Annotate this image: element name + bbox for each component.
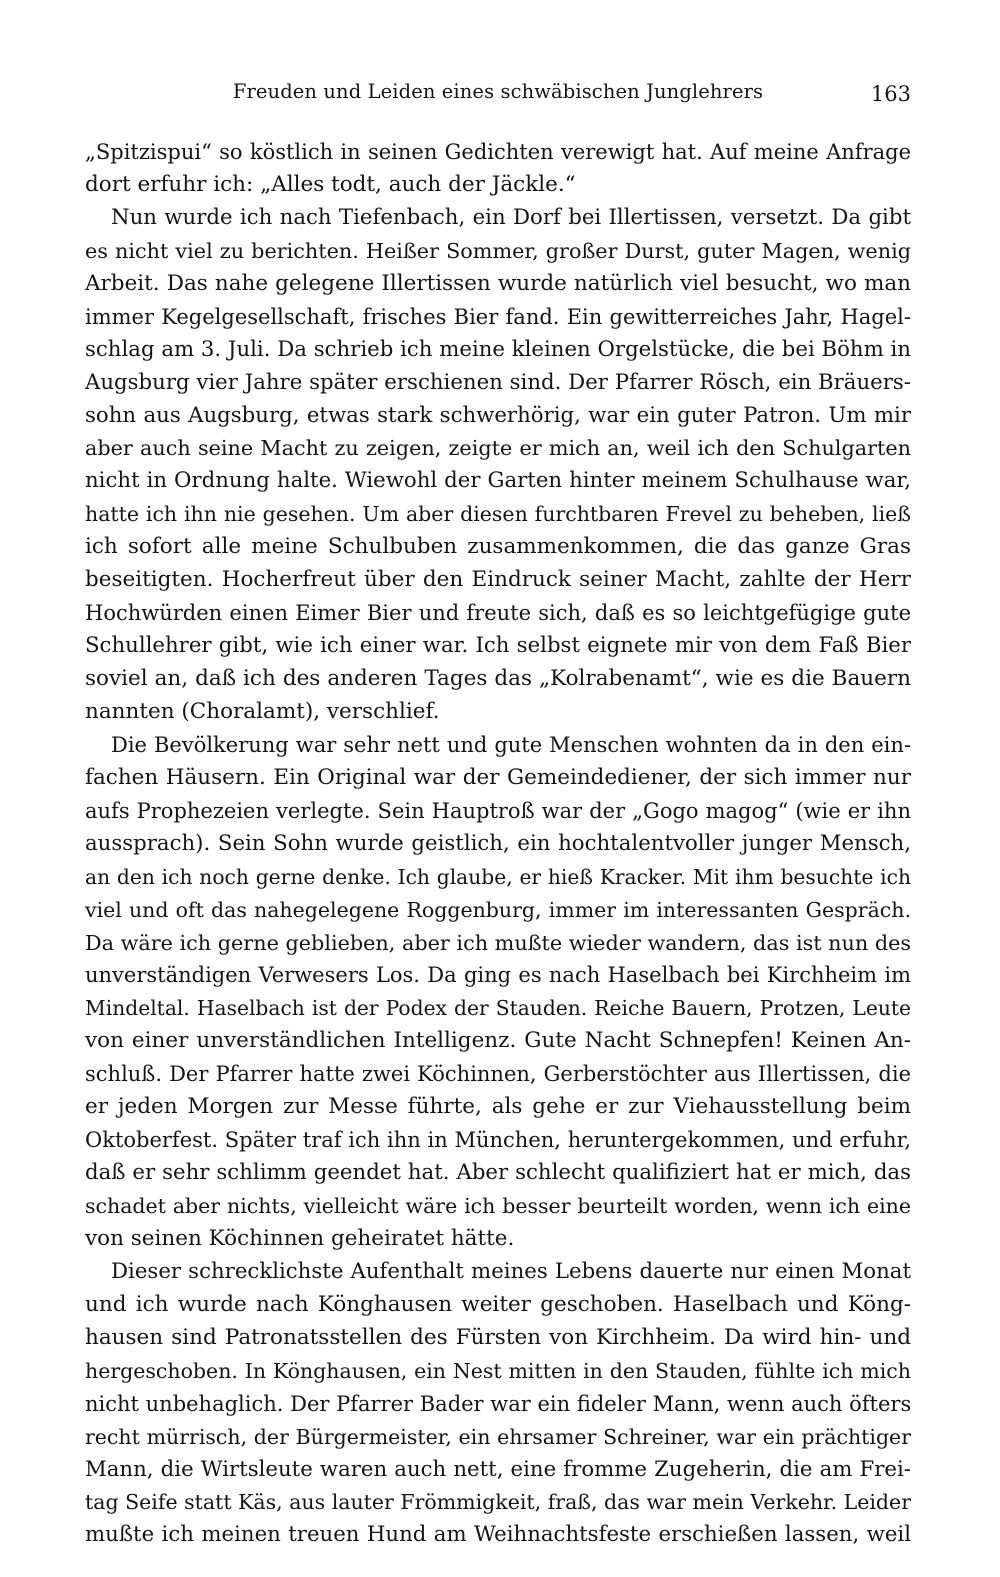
text-line: aufs Prophezeien verlegte. Sein Hauptroß war der „Gogo magog“ (wie er ihn (85, 798, 911, 823)
text-line: und ich wurde nach Könghausen weiter geschoben. Haselbach und Köng- (85, 1291, 911, 1317)
text-line: tag Seife statt Käs, aus lauter Frömmigkeit, fraß, das war mein Verkehr. Leider (85, 1490, 911, 1515)
text-line: ich sofort alle meine Schulbuben zusammenkommen, die das ganze Gras (85, 534, 911, 560)
text-line: nannten (Choralamt), verschlief. (85, 698, 440, 724)
text-line: Hochwürden einen Eimer Bier und freute sich, daß es so leichtgefügige gute (85, 601, 911, 626)
text-line: hergeschoben. In Könghausen, ein Nest mitten in den Stauden, fühlte ich mich (85, 1358, 911, 1383)
text-line: daß er sehr schlimm geendet hat. Aber schlecht qualifiziert hat er mich, das (85, 1160, 911, 1186)
text-line: nicht unbehaglich. Der Pfarrer Bader war ein fideler Mann, wenn auch öfters (85, 1391, 911, 1416)
page-text-source (0, 0, 1, 1)
text-line: Augsburg vier Jahre später erschienen sind. Der Pfarrer Rösch, ein Bräuers- (85, 369, 911, 395)
text-line: von seinen Köchinnen geheiratet hätte. (85, 1225, 515, 1251)
text-line: schlag am 3. Juli. Da schrieb ich meine kleinen Orgelstücke, die bei Böhm in (85, 336, 911, 362)
text-line: Oktoberfest. Später traf ich ihn in München, heruntergekommen, und erfuhr, (85, 1128, 911, 1153)
text-line: schluß. Der Pfarrer hatte zwei Köchinnen, Gerberstöchter aus Illertissen, die (85, 1062, 911, 1087)
text-line: dort erfuhr ich: „Alles todt, auch der Jäckle.“ (85, 171, 576, 197)
text-line: beseitigten. Hocherfreut über den Eindruck seiner Macht, zahlte der Herr (85, 567, 911, 593)
text-line: von einer unverständlichen Intelligenz. Gute Nacht Schnepfen! Keinen An- (85, 1028, 911, 1054)
page-number: 163 (870, 82, 911, 106)
text-line: viel und oft das nahegelegene Roggenburg, immer im interessanten Gespräch. (85, 897, 911, 922)
text-line: Nun wurde ich nach Tiefenbach, ein Dorf bei Illertissen, versetzt. Da gibt (111, 204, 911, 230)
text-line: Schullehrer gibt, wie ich einer war. Ich selbst eignete mir von dem Faß Bier (85, 633, 911, 659)
text-line: hausen sind Patronatsstellen des Fürsten von Kirchheim. Da wird hin- und (85, 1324, 911, 1350)
text-line: aber auch seine Macht zu zeigen, zeigte er mich an, weil ich den Schulgarten (85, 436, 911, 461)
text-line: schadet aber nichts, vielleicht wäre ich besser beurteilt worden, wenn ich eine (85, 1194, 911, 1218)
text-line: unverständigen Verwesers Los. Da ging es nach Haselbach bei Kirchheim im (85, 963, 911, 988)
text-line: mußte ich meinen treuen Hund am Weihnachtsfeste erschießen lassen, weil (85, 1522, 911, 1548)
text-line: recht mürrisch, der Bürgermeister, ein ehrsamer Schreiner, war ein prächtiger (85, 1424, 911, 1449)
text-line: Die Bevölkerung war sehr nett und gute Menschen wohnten da in den ein- (111, 732, 911, 757)
text-line: Arbeit. Das nahe gelegene Illertissen wurde natürlich viel besucht, wo man (85, 270, 911, 296)
running-header (85, 68, 911, 108)
running-title: Freuden und Leiden eines schwäbischen Junglehrers (232, 80, 764, 103)
text-line: es nicht viel zu berichten. Heißer Sommer, großer Durst, guter Magen, wenig (85, 238, 911, 263)
text-line: hatte ich ihn nie gesehen. Um aber diesen furchtbaren Frevel zu beheben, ließ (85, 502, 911, 527)
source-line (0, 0, 1, 1)
text-line: aussprach). Sein Sohn wurde geistlich, ein hochtalentvoller junger Mensch, (85, 830, 911, 856)
text-line: Dieser schrecklichste Aufenthalt meines Lebens dauerte nur einen Monat (111, 1258, 911, 1284)
text-line: an den ich noch gerne denke. Ich glaube, er hieß Kracker. Mit ihm besuchte ich (85, 864, 911, 889)
text-line: Mann, die Wirtsleute waren auch nett, eine fromme Zugeherin, die am Frei- (85, 1456, 911, 1482)
text-line: sohn aus Augsburg, etwas stark schwerhörig, war ein guter Patron. Um mir (85, 402, 911, 428)
text-line: soviel an, daß ich des anderen Tages das „Kolrabenamt“, wie es die Bauern (85, 666, 911, 691)
text-line: Da wäre ich gerne geblieben, aber ich mußte wieder wandern, das ist nun des (85, 930, 911, 955)
text-line: „Spitzispui“ so köstlich in seinen Gedichten verewigt hat. Auf meine Anfrage (85, 140, 911, 164)
text-line: nicht in Ordnung halte. Wiewohl der Garten hinter meinem Schulhause war, (85, 468, 911, 494)
text-line: fachen Häusern. Ein Original war der Gemeindediener, der sich immer nur (85, 764, 911, 790)
text-line: immer Kegelgesellschaft, frisches Bier fand. Ein gewitterreiches Jahr, Hagel- (85, 304, 911, 329)
text-line: Mindeltal. Haselbach ist der Podex der Stauden. Reiche Bauern, Protzen, Leute (85, 996, 911, 1021)
text-line: er jeden Morgen zur Messe führte, als gehe er zur Viehausstellung beim (85, 1094, 911, 1120)
body-text (85, 136, 911, 1552)
